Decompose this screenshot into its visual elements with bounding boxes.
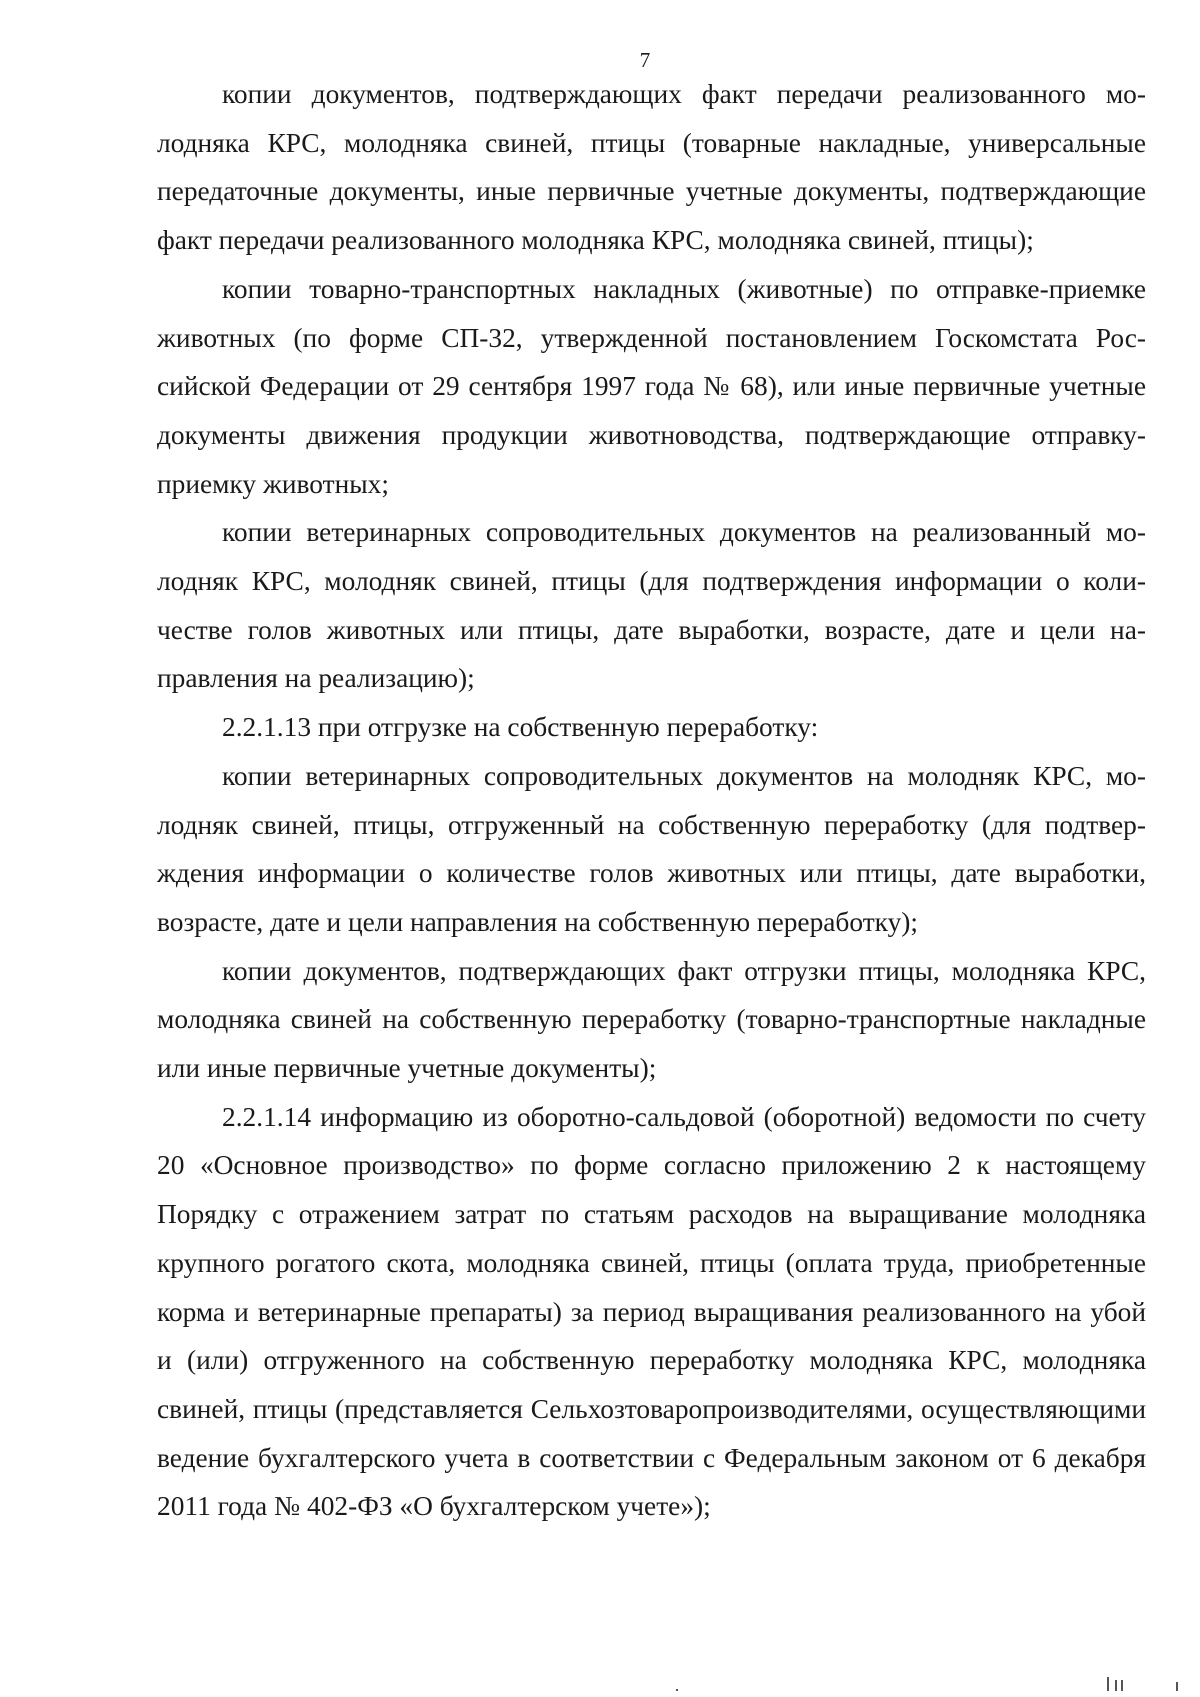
- page-number: 7: [639, 48, 651, 72]
- clause-2-2-1-14: 2.2.1.14 информацию из оборотно-сальдовой (оборотной) ведомости по счету 20 «Основное производство» по форме согласно приложению 2 к настоящему Порядку с отражением затрат по статьям расходов на выращивание молодняка крупного рогатого скота, молодняка свиней, птицы (оплата труда, приобретенные корма и ветеринарные препараты) за период выращивания реализованного на убой и (или) отгруженного на собственную переработку молодняка КРС, молодняка свиней, птицы (представляется Сельхозтоваропроизводителями, осуществляющими ведение бухгалтерского учета в соответствии с Федеральным законом от 6 декабря 2011 года № 402-ФЗ «О бухгалтерском учете»);: [157, 1101, 1146, 1522]
- clause-2-2-1-13: 2.2.1.13 при отгрузке на собственную переработку:: [222, 712, 819, 743]
- scan-mark: [1121, 1680, 1123, 1691]
- scan-mark: [1115, 1680, 1117, 1691]
- scan-mark: [1176, 1682, 1178, 1691]
- document-body: [157, 70, 1146, 1531]
- scan-mark: [1107, 1677, 1109, 1691]
- paragraph-waybills: копии товарно-транспортных накладных (животные) по отправке-приемке животных (по форме СП-32, утвержденной постановлением Госкомстата Российской Федерации от 29 сентября 1997 года № 68), или иные первичные учетные документы движения продукции животноводства, подтверждающие отправку-приемку животных;: [157, 273, 1146, 499]
- paragraph-veterinary-documents: копии ветеринарных сопроводительных документов на реализованный молодняк КРС, молодняк свиней, птицы (для подтверждения информации о количестве голов животных или птицы, дате выработки, возрасте, дате и цели направления на реализацию);: [157, 517, 1146, 694]
- paragraph-transfer-documents: копии документов, подтверждающих факт передачи реализованного молодняка КРС, молодняка свиней, птицы (товарные накладные, универсальные передаточные документы, иные первичные учетные документы, подтверждающие факт передачи реализованного молодняка КРС, молодняка свиней, птицы);: [157, 79, 1146, 256]
- paragraph-veterinary-processing: копии ветеринарных сопроводительных документов на молодняк КРС, молодняк свиней, птицы, отгруженный на собственную переработку (для подтверждения информации о количестве голов животных или птицы, дате выработки, возрасте, дате и цели направления на собственную переработку);: [157, 760, 1146, 937]
- scan-mark: [676, 1689, 678, 1691]
- paragraph-shipment-documents: копии документов, подтверждающих факт отгрузки птицы, молодняка КРС, молодняка свиней на собственную переработку (товарно-транспортные накладные или иные первичные учетные документы);: [157, 955, 1146, 1084]
